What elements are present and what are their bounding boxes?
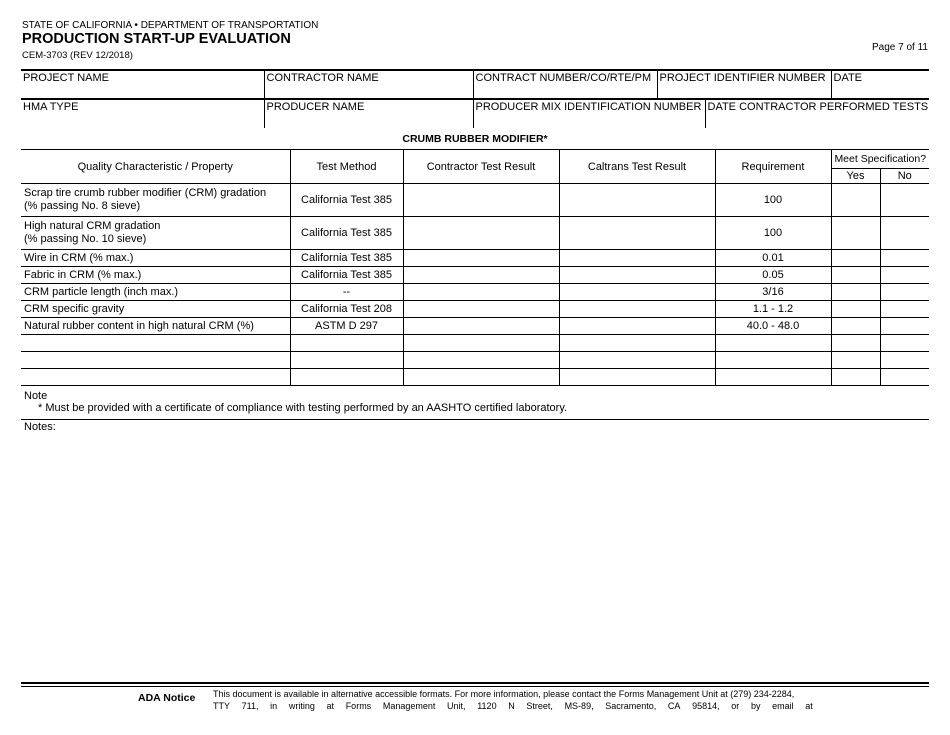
requirement-cell: 100 xyxy=(715,217,831,250)
requirement-cell[interactable] xyxy=(715,352,831,369)
caltrans-result-cell[interactable] xyxy=(559,267,715,284)
ada-line-2 xyxy=(213,700,813,712)
col-header-yes: Yes xyxy=(831,169,880,184)
caltrans-result-cell[interactable] xyxy=(559,184,715,217)
requirement-cell: 40.0 - 48.0 xyxy=(715,318,831,335)
requirement-cell: 0.01 xyxy=(715,250,831,267)
property-cell: CRM specific gravity xyxy=(21,301,290,318)
method-cell[interactable] xyxy=(290,335,403,352)
requirement-cell: 1.1 - 1.2 xyxy=(715,301,831,318)
caltrans-result-cell[interactable] xyxy=(559,284,715,301)
ada-word: 1120 xyxy=(477,701,497,711)
caltrans-result-cell[interactable] xyxy=(559,369,715,386)
hma-type-field[interactable] xyxy=(21,99,264,128)
ada-word: in xyxy=(270,701,278,711)
method-cell: California Test 385 xyxy=(290,184,403,217)
ada-word: N xyxy=(508,701,515,711)
method-cell: ASTM D 297 xyxy=(290,318,403,335)
property-cell[interactable] xyxy=(21,352,290,369)
ada-word: at xyxy=(326,701,335,711)
property-cell[interactable] xyxy=(21,369,290,386)
contractor-name-field[interactable] xyxy=(264,70,473,99)
project-info-row-1 xyxy=(21,69,929,99)
requirement-cell[interactable] xyxy=(715,335,831,352)
ada-word: by xyxy=(750,701,761,711)
ada-word: or xyxy=(731,701,740,711)
ada-word: Street, xyxy=(526,701,553,711)
contract-number-label: CONTRACT NUMBER/CO/RTE/PM xyxy=(475,72,652,84)
property-cell xyxy=(21,217,290,250)
table-row xyxy=(21,284,929,301)
producer-mix-id-field[interactable] xyxy=(473,99,705,128)
contractor-result-cell[interactable] xyxy=(403,369,559,386)
producer-mix-id-label: PRODUCER MIX IDENTIFICATION NUMBER xyxy=(475,101,702,113)
ada-word: Management xyxy=(382,701,436,711)
requirement-cell: 0.05 xyxy=(715,267,831,284)
no-cell[interactable] xyxy=(880,267,929,284)
method-cell: California Test 385 xyxy=(290,250,403,267)
requirement-cell: 100 xyxy=(715,184,831,217)
yes-cell[interactable] xyxy=(831,369,880,386)
property-line-2: (% passing No. 8 sieve) xyxy=(24,200,141,212)
no-cell[interactable] xyxy=(880,352,929,369)
contractor-result-cell[interactable] xyxy=(403,301,559,318)
table-row xyxy=(21,250,929,267)
contractor-result-cell[interactable] xyxy=(403,335,559,352)
date-label: DATE xyxy=(833,72,863,84)
form-title: PRODUCTION START-UP EVALUATION xyxy=(22,31,291,47)
contractor-result-cell[interactable] xyxy=(403,318,559,335)
ada-word: MS-89, xyxy=(564,701,594,711)
property-line-1: High natural CRM gradation xyxy=(24,220,161,232)
table-row xyxy=(21,301,929,318)
ada-line-1: This document is available in alternative accessible formats. For more information, please contact the Forms Management Unit at (279) 234-2284, xyxy=(213,689,795,699)
col-header-caltrans: Caltrans Test Result xyxy=(559,150,715,184)
date-contractor-tests-field[interactable] xyxy=(705,99,929,128)
yes-cell[interactable] xyxy=(831,318,880,335)
ada-word: Forms xyxy=(345,701,372,711)
note-label: Note xyxy=(24,390,48,402)
project-name-field[interactable] xyxy=(21,70,264,99)
col-header-meet-spec: Meet Specification? xyxy=(831,150,929,169)
crm-test-table xyxy=(21,149,929,386)
property-cell[interactable] xyxy=(21,335,290,352)
project-identifier-label: PROJECT IDENTIFIER NUMBER xyxy=(659,72,826,84)
section-title: CRUMB RUBBER MODIFIER* xyxy=(402,133,548,145)
col-header-no: No xyxy=(880,169,929,184)
ada-word: CA xyxy=(667,701,681,711)
divider xyxy=(21,419,929,420)
method-cell[interactable] xyxy=(290,352,403,369)
no-cell[interactable] xyxy=(880,301,929,318)
caltrans-result-cell[interactable] xyxy=(559,318,715,335)
col-header-requirement: Requirement xyxy=(715,150,831,184)
date-contractor-tests-label: DATE CONTRACTOR PERFORMED TESTS xyxy=(707,101,929,113)
notes-label: Notes: xyxy=(24,421,56,433)
table-row-blank xyxy=(21,335,929,352)
col-header-method: Test Method xyxy=(290,150,403,184)
property-line-2: (% passing No. 10 sieve) xyxy=(24,233,147,245)
footer-divider xyxy=(21,682,929,684)
ada-word: Sacramento, xyxy=(605,701,657,711)
contract-number-field[interactable] xyxy=(473,70,657,99)
ada-word: writing xyxy=(288,701,315,711)
notes-area[interactable] xyxy=(21,434,929,674)
hma-type-label: HMA TYPE xyxy=(23,101,79,113)
ada-notice-text xyxy=(213,688,813,712)
table-row xyxy=(21,267,929,284)
table-row xyxy=(21,217,929,250)
note-text: * Must be provided with a certificate of compliance with testing performed by an AASHTO certified laboratory. xyxy=(38,402,568,414)
method-cell: California Test 208 xyxy=(290,301,403,318)
contractor-name-label: CONTRACTOR NAME xyxy=(266,72,379,84)
caltrans-result-cell[interactable] xyxy=(559,217,715,250)
contractor-result-cell[interactable] xyxy=(403,352,559,369)
contractor-result-cell[interactable] xyxy=(403,184,559,217)
property-cell: CRM particle length (inch max.) xyxy=(21,284,290,301)
yes-cell[interactable] xyxy=(831,335,880,352)
contractor-result-cell[interactable] xyxy=(403,250,559,267)
no-cell[interactable] xyxy=(880,217,929,250)
table-row-blank xyxy=(21,352,929,369)
caltrans-result-cell[interactable] xyxy=(559,301,715,318)
ada-word: Unit, xyxy=(447,701,466,711)
property-cell: Fabric in CRM (% max.) xyxy=(21,267,290,284)
col-header-contractor: Contractor Test Result xyxy=(403,150,559,184)
yes-cell[interactable] xyxy=(831,352,880,369)
property-cell: Natural rubber content in high natural CRM (%) xyxy=(21,318,290,335)
yes-cell[interactable] xyxy=(831,217,880,250)
yes-cell[interactable] xyxy=(831,267,880,284)
project-info-row-2 xyxy=(21,98,929,128)
ada-word: email xyxy=(772,701,794,711)
table-row-blank xyxy=(21,369,929,386)
requirement-cell: 3/16 xyxy=(715,284,831,301)
producer-name-label: PRODUCER NAME xyxy=(266,101,365,113)
no-cell[interactable] xyxy=(880,284,929,301)
method-cell: California Test 385 xyxy=(290,267,403,284)
yes-cell[interactable] xyxy=(831,250,880,267)
method-cell: California Test 385 xyxy=(290,217,403,250)
property-cell xyxy=(21,184,290,217)
no-cell[interactable] xyxy=(880,335,929,352)
table-row xyxy=(21,184,929,217)
property-cell: Wire in CRM (% max.) xyxy=(21,250,290,267)
no-cell[interactable] xyxy=(880,184,929,217)
producer-name-field[interactable] xyxy=(264,99,473,128)
no-cell[interactable] xyxy=(880,318,929,335)
project-identifier-field[interactable] xyxy=(657,70,831,99)
col-header-property: Quality Characteristic / Property xyxy=(21,150,290,184)
yes-cell[interactable] xyxy=(831,301,880,318)
caltrans-result-cell[interactable] xyxy=(559,352,715,369)
yes-cell[interactable] xyxy=(831,184,880,217)
footer-divider-thin xyxy=(21,686,929,687)
method-cell: -- xyxy=(290,284,403,301)
agency-name: STATE OF CALIFORNIA • DEPARTMENT OF TRANSPORTATION xyxy=(22,20,319,31)
ada-notice-label: ADA Notice xyxy=(138,692,196,704)
ada-word: at xyxy=(805,701,813,711)
caltrans-result-cell[interactable] xyxy=(559,250,715,267)
property-line-1: Scrap tire crumb rubber modifier (CRM) gradation xyxy=(24,187,267,199)
method-cell[interactable] xyxy=(290,369,403,386)
contractor-result-cell[interactable] xyxy=(403,217,559,250)
table-row xyxy=(21,318,929,335)
ada-word: TTY xyxy=(213,701,230,711)
caltrans-result-cell[interactable] xyxy=(559,335,715,352)
no-cell[interactable] xyxy=(880,369,929,386)
contractor-result-cell[interactable] xyxy=(403,267,559,284)
ada-word: 711, xyxy=(241,701,259,711)
page-number: Page 7 of 11 xyxy=(872,42,928,53)
yes-cell[interactable] xyxy=(831,284,880,301)
no-cell[interactable] xyxy=(880,250,929,267)
requirement-cell[interactable] xyxy=(715,369,831,386)
contractor-result-cell[interactable] xyxy=(403,284,559,301)
form-number: CEM-3703 (REV 12/2018) xyxy=(22,50,133,61)
ada-word: 95814, xyxy=(692,701,720,711)
date-field[interactable] xyxy=(831,70,929,99)
project-name-label: PROJECT NAME xyxy=(23,72,109,84)
